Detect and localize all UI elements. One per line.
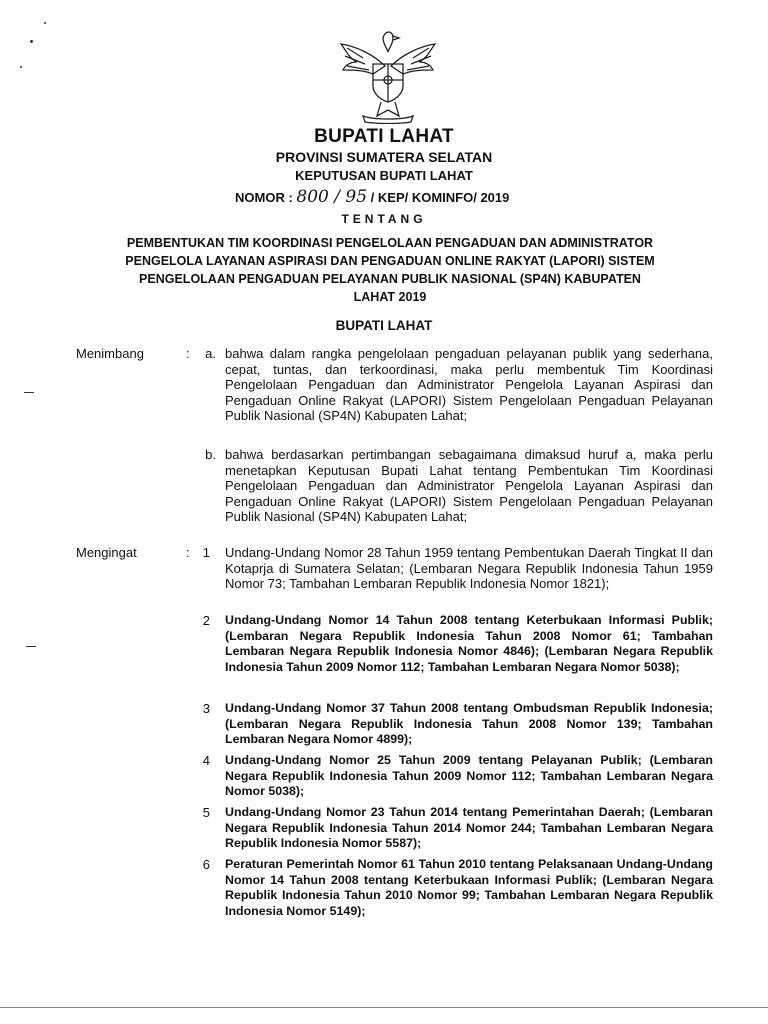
mengingat-item-2: Undang-Undang Nomor 14 Tahun 2008 tentang Keterbukaan Informasi Publik; (Lembaran Negara Republik Indonesia Tahun 2008 Nomor 61; Tambahan Lembaran Negara Republik Indonesia Nomor 4846); (Lembaran Negara Republik Indonesia Tahun 2009 Nomor 112; Tambahan Lembaran Negara Nomor 5038); bbox=[225, 613, 713, 674]
tentang-heading: TENTANG bbox=[341, 212, 427, 226]
mengingat-marker-6: 6 bbox=[202, 857, 210, 872]
menimbang-item-b: bahwa berdasarkan pertimbangan sebagaimana dimaksud huruf a, maka perlu menetapkan Keputusan Bupati Lahat tentang Pembentukan Tim Koordinasi Pengelolaan Pengaduan dan Administrator Pengelola Layanan Aspirasi dan Pengaduan Online Rakyat (LAPORI) Sistem Pengelolaan Pengaduan Pelayanan Publik Nasional (SP4N) Kabupaten Lahat; bbox=[225, 447, 713, 525]
scan-speck bbox=[44, 22, 46, 24]
mengingat-item-4: Undang-Undang Nomor 25 Tahun 2009 tentang Pelayanan Publik; (Lembaran Negara Republik Indonesia Tahun 2009 Nomor 112; Tambahan Lembaran Negara Nomor 5038); bbox=[225, 753, 713, 799]
nomor-suffix: / KEP/ KOMINFO/ 2019 bbox=[370, 190, 510, 205]
decree-number bbox=[235, 187, 509, 207]
mengingat-label: Mengingat bbox=[76, 545, 137, 560]
page-title: BUPATI LAHAT bbox=[314, 126, 454, 147]
mengingat-marker-1: 1 bbox=[202, 545, 210, 560]
mengingat-item-5: Undang-Undang Nomor 23 Tahun 2014 tentang Pemerintahan Daerah; (Lembaran Negara Republik Indonesia Tahun 2014 Nomor 244; Tambahan Lembaran Negara Republik Indonesia Nomor 5587); bbox=[225, 805, 713, 851]
nomor-handwritten: 800 / 95 bbox=[296, 187, 368, 207]
mengingat-marker-2: 2 bbox=[202, 613, 210, 628]
mengingat-marker-4: 4 bbox=[202, 753, 210, 768]
mengingat-marker-3: 3 bbox=[202, 701, 210, 716]
garuda-emblem-icon bbox=[333, 24, 443, 124]
mengingat-item-1: Undang-Undang Nomor 28 Tahun 1959 tentang Pembentukan Daerah Tingkat II dan Kotaprja di Sumatera Selatan; (Lembaran Negara Republik Indonesia Tahun 1959 Nomor 73; Tambahan Lembaran Republik Indonesia Nomor 1821); bbox=[225, 545, 713, 592]
decree-heading: KEPUTUSAN BUPATI LAHAT bbox=[295, 168, 473, 183]
menimbang-colon: : bbox=[186, 346, 190, 361]
menimbang-label: Menimbang bbox=[76, 346, 144, 361]
scan-speck bbox=[30, 40, 33, 43]
scan-speck bbox=[24, 392, 34, 393]
page-bottom-edge bbox=[0, 1007, 768, 1008]
mengingat-colon: : bbox=[186, 545, 190, 560]
scan-speck bbox=[20, 66, 22, 68]
decree-subject: PEMBENTUKAN TIM KOORDINASI PENGELOLAAN PENGADUAN DAN ADMINISTRATOR PENGELOLA LAYANAN ASPIRASI DAN PENGADUAN ONLINE RAKYAT (LAPORI) SISTEM PENGELOLAAN PENGADUAN PELAYANAN PUBLIK NASIONAL (SP4N) KABUPATEN LAHAT 2019 bbox=[125, 236, 655, 304]
menimbang-item-a: bahwa dalam rangka pengelolaan pengaduan pelayanan publik yang sederhana, cepat, tuntas, dan terkoordinasi, maka perlu membentuk Tim Koordinasi Pengelolaan Pengaduan dan Administrator Pengelola Layanan Aspirasi dan Pengaduan Online Rakyat (LAPORI) Sistem Pengelolaan Pengaduan Pelayanan Publik Nasional (SP4N) Kabupaten Lahat; bbox=[225, 346, 713, 424]
province-name: PROVINSI SUMATERA SELATAN bbox=[275, 149, 493, 165]
mengingat-item-3: Undang-Undang Nomor 37 Tahun 2008 tentang Ombudsman Republik Indonesia; (Lembaran Negara Republik Indonesia Tahun 2008 Nomor 139; Tambahan Lembaran Negara Nomor 4899); bbox=[225, 701, 713, 747]
bupati-heading: BUPATI LAHAT bbox=[335, 318, 433, 333]
scan-speck bbox=[26, 646, 36, 647]
menimbang-marker-a: a. bbox=[205, 346, 216, 361]
menimbang-marker-b: b. bbox=[205, 447, 216, 462]
nomor-label: NOMOR : bbox=[235, 190, 293, 205]
mengingat-marker-5: 5 bbox=[202, 805, 210, 820]
mengingat-item-6: Peraturan Pemerintah Nomor 61 Tahun 2010 tentang Pelaksanaan Undang-Undang Nomor 14 Tahun 2008 tentang Keterbukaan Informasi Publik; (Lembaran Negara Republik Indonesia Tahun 2010 Nomor 99; Tambahan Lembaran Negara Republik Indonesia Nomor 5149); bbox=[225, 857, 713, 918]
